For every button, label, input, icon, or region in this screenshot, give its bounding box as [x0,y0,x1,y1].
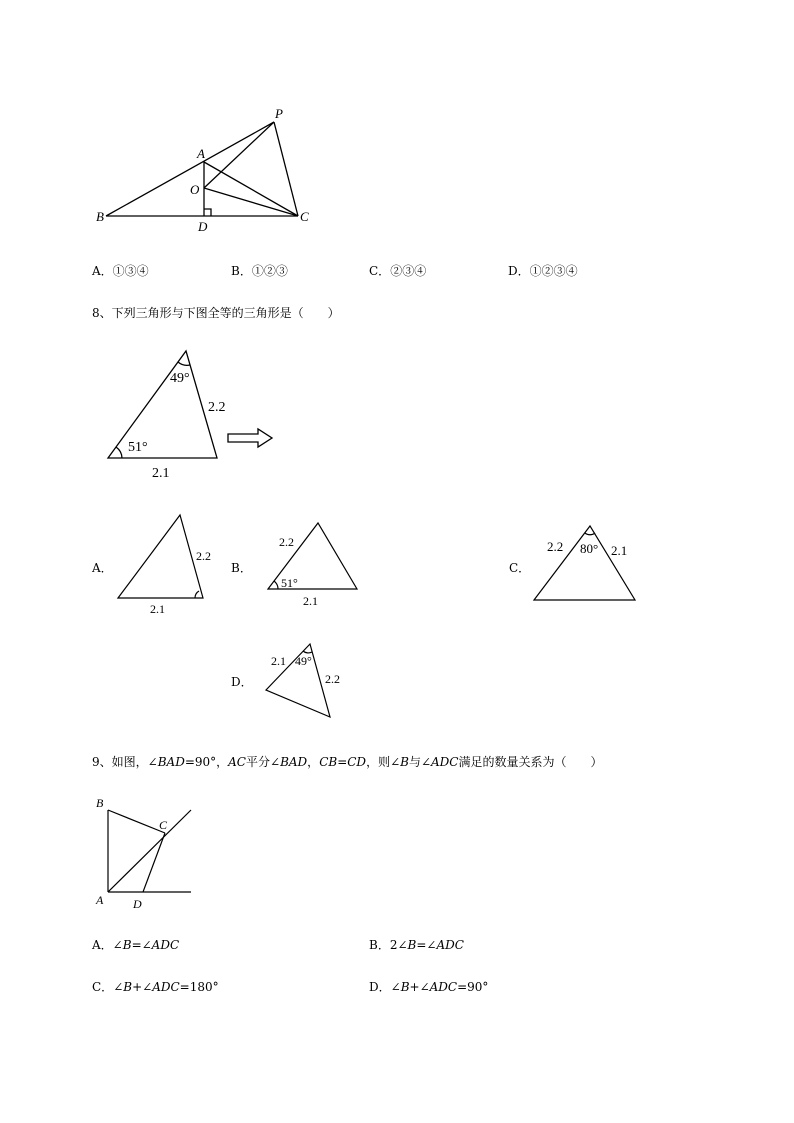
b-side-left: 2.2 [279,535,294,549]
q9-option-b[interactable]: B．2∠B=∠ADC [369,938,464,952]
q9-option-d[interactable]: D．∠B+∠ADC=90° [369,980,489,994]
q7-option-b[interactable]: B．①②③ [231,264,288,278]
b-angle: 51° [281,576,298,590]
q7-option-d[interactable]: D．①②③④ [508,264,578,278]
c-side-left: 2.2 [547,539,564,554]
b-side-bottom: 2.1 [303,594,318,608]
q8-stem: 8、下列三角形与下图全等的三角形是（ ） [92,306,340,320]
q7-option-c[interactable]: C．②③④ [369,264,427,278]
label-P: P [275,106,283,121]
given-angle-left: 51° [128,440,148,455]
d-side-right: 2.2 [325,672,340,686]
q8-option-b-label[interactable]: B． [231,561,252,575]
d-angle: 49° [295,654,312,668]
given-side-right: 2.2 [208,400,226,415]
q8-option-a-figure[interactable] [110,510,220,620]
given-angle-top: 49° [170,371,190,386]
label-B: B [96,209,104,224]
a-side-bottom: 2.1 [150,602,165,616]
q8-option-d-label[interactable]: D． [231,675,253,689]
q9-stem: 9、如图，∠BAD=90°，AC平分∠BAD，CB=CD，则∠B与∠ADC满足的数量关系为（ ） [92,755,603,769]
q9-option-c[interactable]: C．∠B+∠ADC=180° [92,980,219,994]
q7-figure [90,100,330,240]
q8-given-figure [100,345,280,485]
q9-label-B: B [96,796,104,810]
q8-option-c-figure[interactable] [528,520,648,605]
q8-option-a-label[interactable]: A． [92,561,113,575]
q8-option-b-figure[interactable] [262,516,372,611]
q7-option-a[interactable]: A．①③④ [92,264,149,278]
q8-option-c-label[interactable]: C． [509,561,531,575]
label-O: O [190,182,200,197]
q8-option-d-figure[interactable] [258,638,358,723]
q9-label-D: D [133,897,142,911]
label-A: A [197,146,205,161]
d-side-left: 2.1 [271,654,286,668]
given-side-bottom: 2.1 [152,466,170,481]
q9-option-a[interactable]: A．∠B=∠ADC [92,938,180,952]
label-D: D [198,219,208,234]
c-angle: 80° [580,541,599,556]
q9-figure [90,792,200,912]
a-side-right: 2.2 [196,549,211,563]
q9-label-A: A [96,893,104,907]
label-C: C [300,209,309,224]
c-side-right: 2.1 [611,543,628,558]
q9-label-C: C [159,818,168,832]
